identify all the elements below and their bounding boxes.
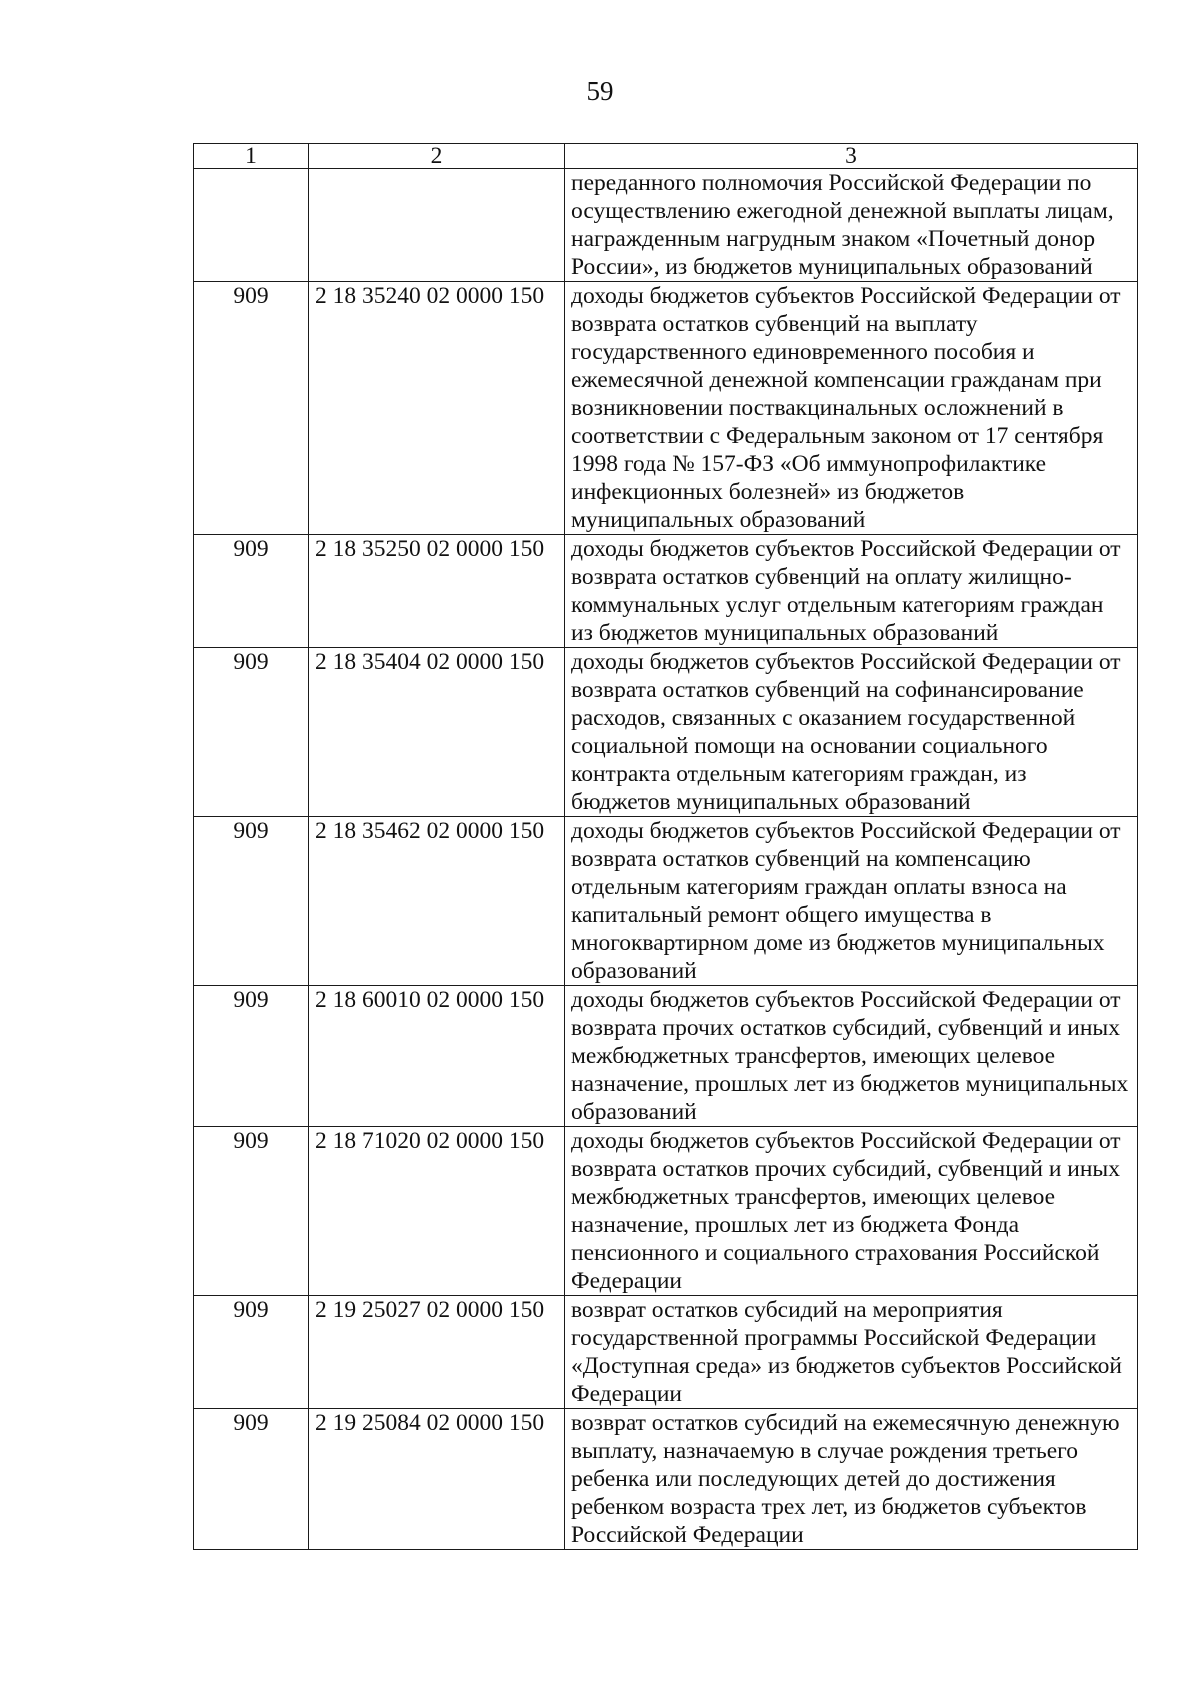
code-cell: 2 19 25027 02 0000 150 [309,1296,565,1409]
code-cell [309,169,565,282]
column-header-description: 3 [565,144,1138,169]
table-row [194,986,1138,1127]
code-cell: 2 18 35250 02 0000 150 [309,535,565,648]
admin-cell: 909 [194,1409,309,1550]
table-row [194,1296,1138,1409]
budget-codes-table [193,143,1138,1550]
table-header-row [194,144,1138,169]
code-cell: 2 18 60010 02 0000 150 [309,986,565,1127]
column-header-admin: 1 [194,144,309,169]
table-row-continuation [194,169,1138,282]
admin-cell: 909 [194,535,309,648]
code-cell: 2 18 35404 02 0000 150 [309,648,565,817]
admin-cell: 909 [194,648,309,817]
code-cell: 2 18 35462 02 0000 150 [309,817,565,986]
admin-cell [194,169,309,282]
description-cell: доходы бюджетов субъектов Российской Федерации от возврата прочих остатков субсидий, субвенций и иных межбюджетных трансфертов, имеющих целевое назначение, прошлых лет из бюджетов муниципальных образований [565,986,1138,1127]
description-cell: доходы бюджетов субъектов Российской Федерации от возврата остатков субвенций на софинансирование расходов, связанных с оказанием государственной социальной помощи на основании социального контракта отдельным категориям граждан, из бюджетов муниципальных образований [565,648,1138,817]
description-cell: возврат остатков субсидий на ежемесячную денежную выплату, назначаемую в случае рождения третьего ребенка или последующих детей до достижения ребенком возраста трех лет, из бюджетов субъектов Российской Федерации [565,1409,1138,1550]
admin-cell: 909 [194,282,309,535]
admin-cell: 909 [194,986,309,1127]
code-cell: 2 18 35240 02 0000 150 [309,282,565,535]
admin-cell: 909 [194,1296,309,1409]
code-cell: 2 19 25084 02 0000 150 [309,1409,565,1550]
table-row [194,817,1138,986]
table-row [194,535,1138,648]
column-header-code: 2 [309,144,565,169]
description-cell: доходы бюджетов субъектов Российской Федерации от возврата остатков субвенций на выплату государственного единовременного пособия и ежемесячной денежной компенсации гражданам при возникновении поствакцинальных осложнений в соответствии с Федеральным законом от 17 сентября 1998 года № 157-ФЗ «Об иммунопрофилактике инфекционных болезней» из бюджетов муниципальных образований [565,282,1138,535]
description-cell: переданного полномочия Российской Федерации по осуществлению ежегодной денежной выплаты лицам, награжденным нагрудным знаком «Почетный донор России», из бюджетов муниципальных образований [565,169,1138,282]
table-row [194,1409,1138,1550]
admin-cell: 909 [194,1127,309,1296]
description-cell: доходы бюджетов субъектов Российской Федерации от возврата остатков субвенций на компенсацию отдельным категориям граждан оплаты взноса на капитальный ремонт общего имущества в многоквартирном доме из бюджетов муниципальных образований [565,817,1138,986]
table-row [194,648,1138,817]
description-cell: доходы бюджетов субъектов Российской Федерации от возврата остатков прочих субсидий, субвенций и иных межбюджетных трансфертов, имеющих целевое назначение, прошлых лет из бюджета Фонда пенсионного и социального страхования Российской Федерации [565,1127,1138,1296]
admin-cell: 909 [194,817,309,986]
description-cell: доходы бюджетов субъектов Российской Федерации от возврата остатков субвенций на оплату жилищно-коммунальных услуг отдельным категориям граждан из бюджетов муниципальных образований [565,535,1138,648]
table-row [194,282,1138,535]
code-cell: 2 18 71020 02 0000 150 [309,1127,565,1296]
description-cell: возврат остатков субсидий на мероприятия государственной программы Российской Федерации «Доступная среда» из бюджетов субъектов Российской Федерации [565,1296,1138,1409]
table-row [194,1127,1138,1296]
page-number: 59 [586,76,614,106]
